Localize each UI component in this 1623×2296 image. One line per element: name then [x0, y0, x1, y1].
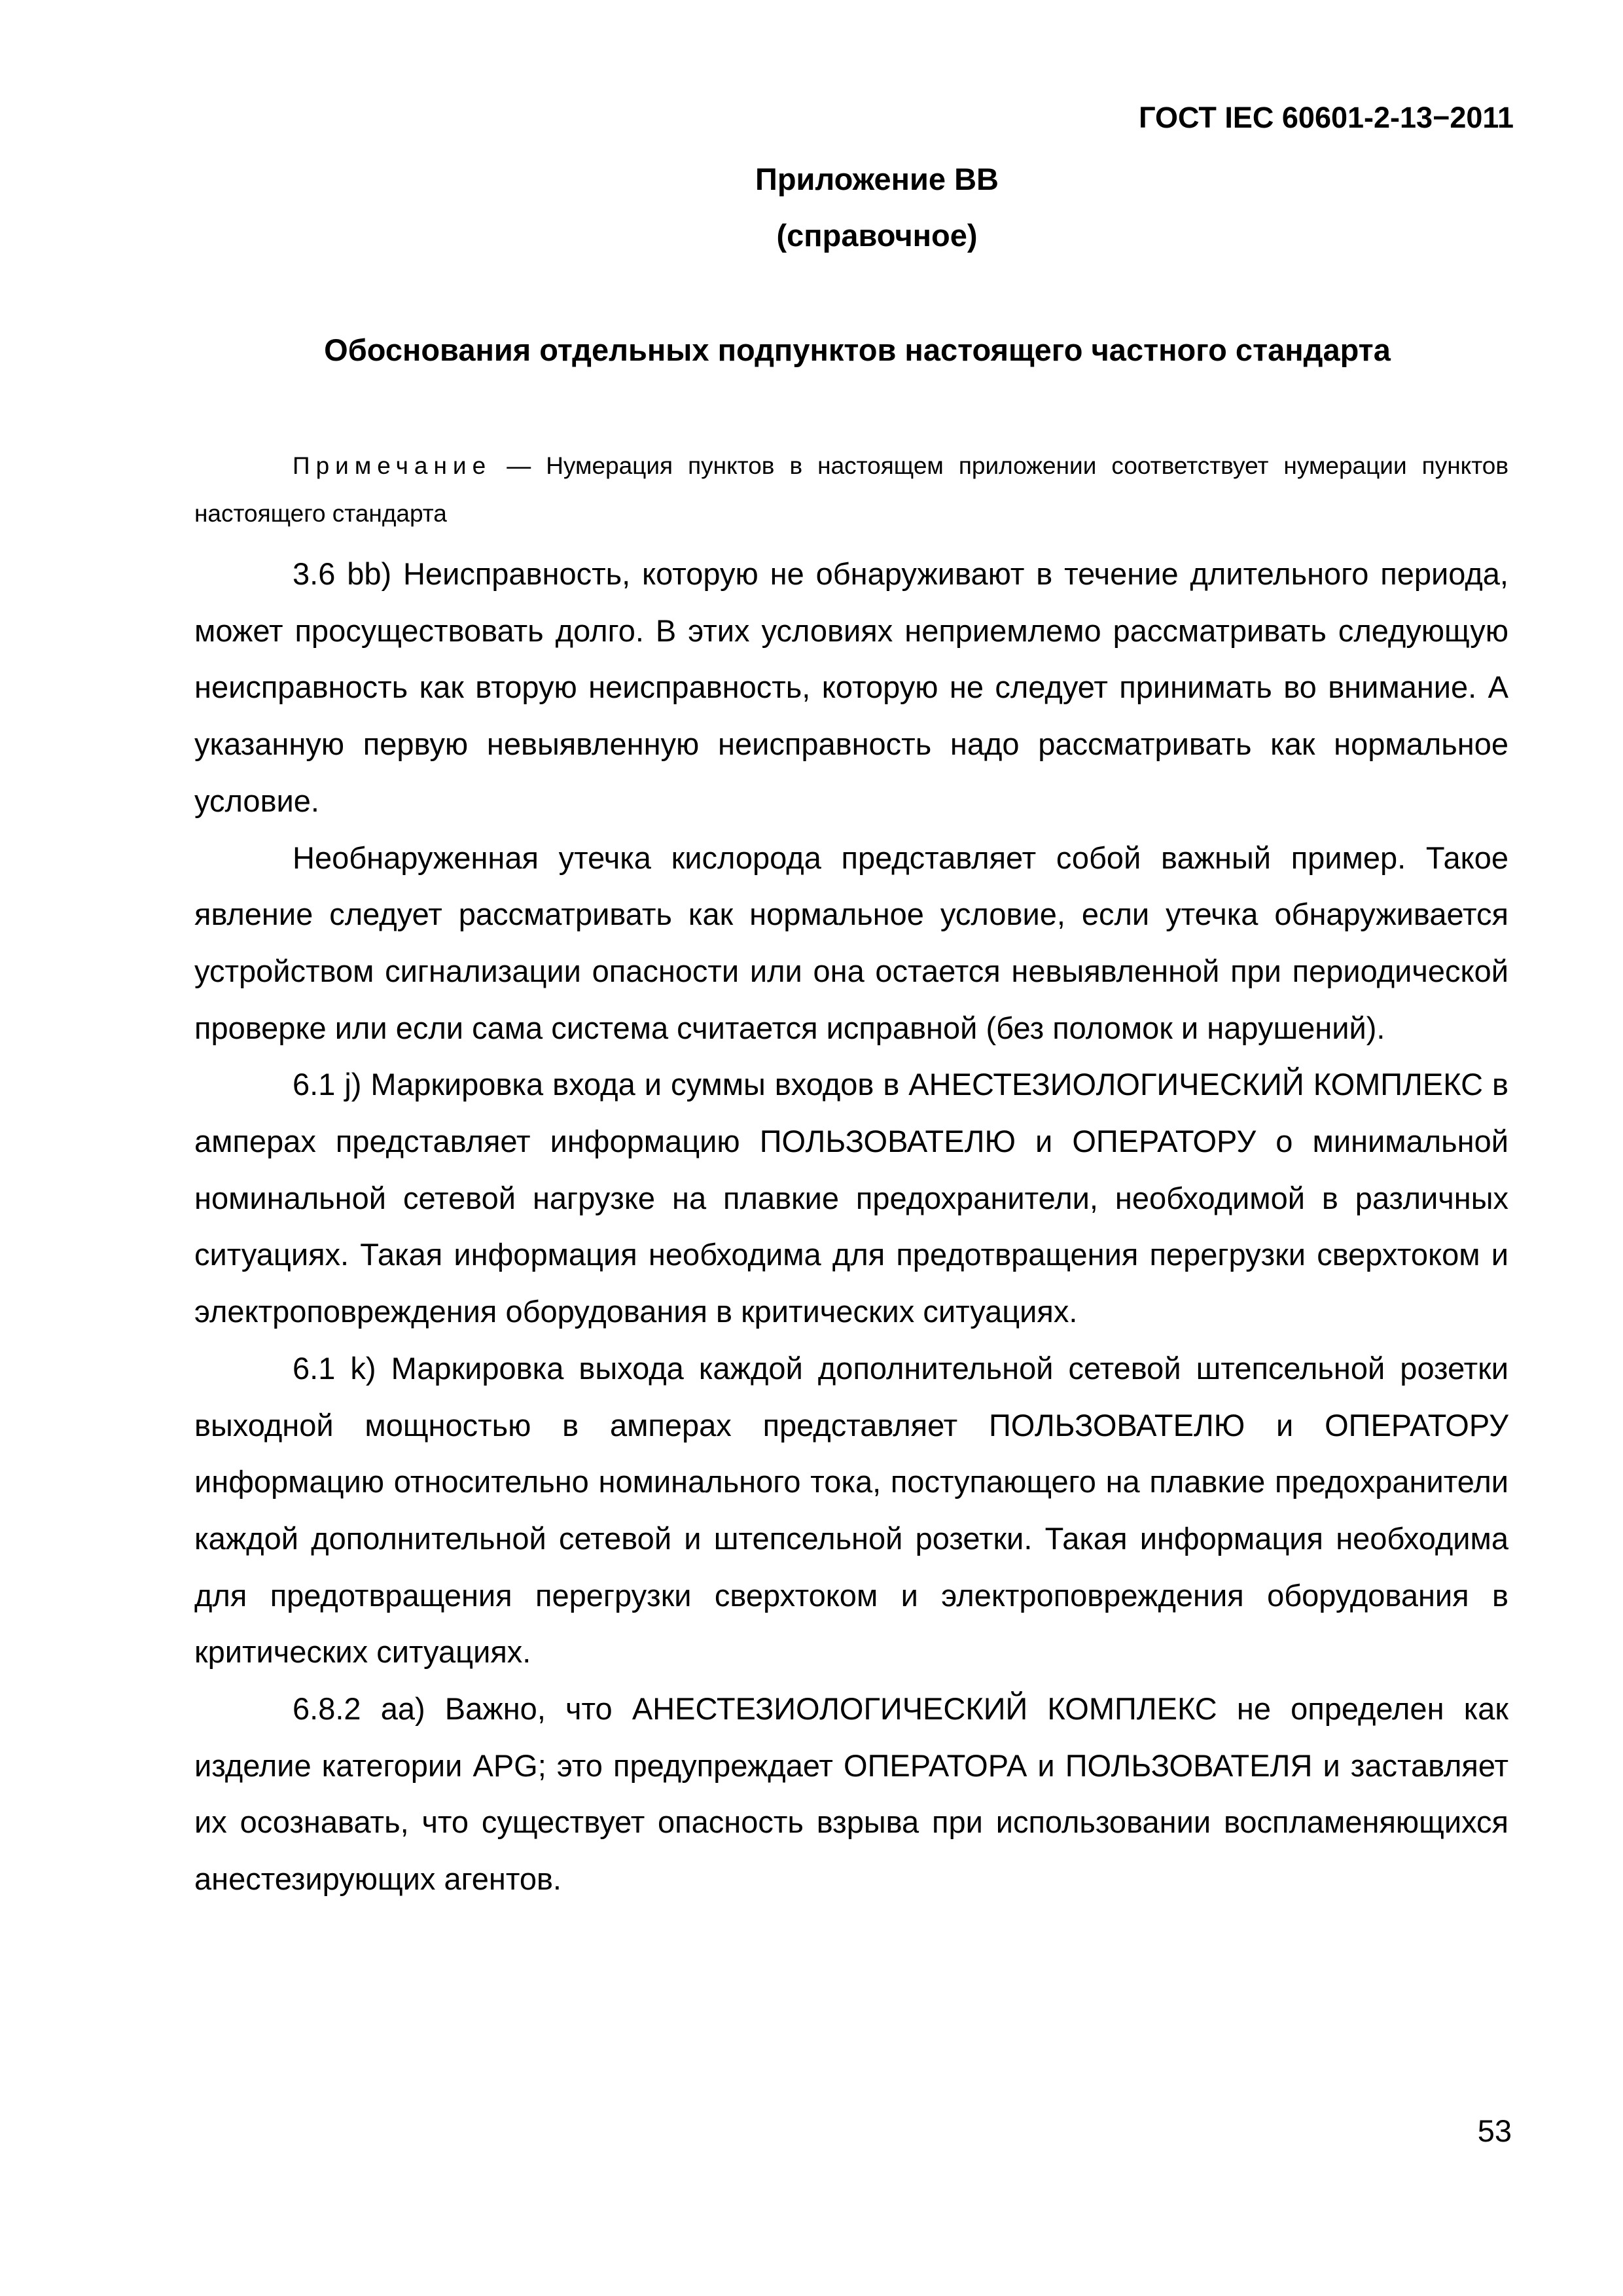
paragraph-6-1-k: 6.1 k) Маркировка выхода каждой дополнительной сетевой штепсельной розетки выходной мощностью в амперах представляет ПОЛЬЗОВАТЕЛЮ и ОПЕРАТОРУ информацию относительно номинального тока, поступающего на плавкие предохранители каждой дополнительной сетевой и штепсельной розетки. Такая информация необходима для предотвращения перегрузки сверхтоком и электроповреждения оборудования в критических ситуациях.	[194, 1350, 1508, 1670]
document-code: ГОСТ IEC 60601-2-13−2011	[1139, 101, 1514, 134]
document-body	[194, 546, 1508, 1908]
appendix-title: Приложение ВВ	[755, 162, 999, 196]
paragraph-6-8-2-aa: 6.8.2 aa) Важно, что АНЕСТЕЗИОЛОГИЧЕСКИЙ КОМПЛЕКС не определен как изделие категории APG; это предупреждает ОПЕРАТОРА и ПОЛЬЗОВАТЕЛЯ и заставляет их осознавать, что существует опасность взрыва при использовании воспламеняющихся анестезирующих агентов.	[194, 1691, 1508, 1897]
note-label: Примечание	[293, 452, 492, 479]
paragraph-3-6-bb: 3.6 bb) Неисправность, которую не обнаруживают в течение длительного периода, может просуществовать долго. В этих условиях неприемлемо рассматривать следующую неисправность как вторую неисправность, которую не следует принимать во внимание. А указанную первую невыявленную неисправность надо рассматривать как нормальное условие.	[194, 556, 1508, 818]
page-number: 53	[1477, 2113, 1512, 2148]
paragraph-6-1-j: 6.1 j) Маркировка входа и суммы входов в АНЕСТЕЗИОЛОГИЧЕСКИЙ КОМПЛЕКС в амперах представляет информацию ПОЛЬЗОВАТЕЛЮ и ОПЕРАТОРУ о минимальной номинальной сетевой нагрузке на плавкие предохранители, необходимой в различных ситуациях. Такая информация необходима для предотвращения перегрузки сверхтоком и электроповреждения оборудования в критических ситуациях.	[194, 1067, 1508, 1329]
note-text: — Нумерация пунктов в настоящем приложении соответствует нумерации пунктов настоящего стандарта	[194, 452, 1508, 527]
paragraph-oxygen-leak: Необнаруженная утечка кислорода представляет собой важный пример. Такое явление следует рассматривать как нормальное условие, если утечка обнаруживается устройством сигнализации опасности или она остается невыявленной при периодической проверке или если сама система считается исправной (без поломок и нарушений).	[194, 840, 1508, 1045]
note	[194, 442, 1508, 537]
appendix-kind: (справочное)	[776, 218, 978, 253]
section-heading: Обоснования отдельных подпунктов настоящего частного стандарта	[324, 332, 1391, 367]
